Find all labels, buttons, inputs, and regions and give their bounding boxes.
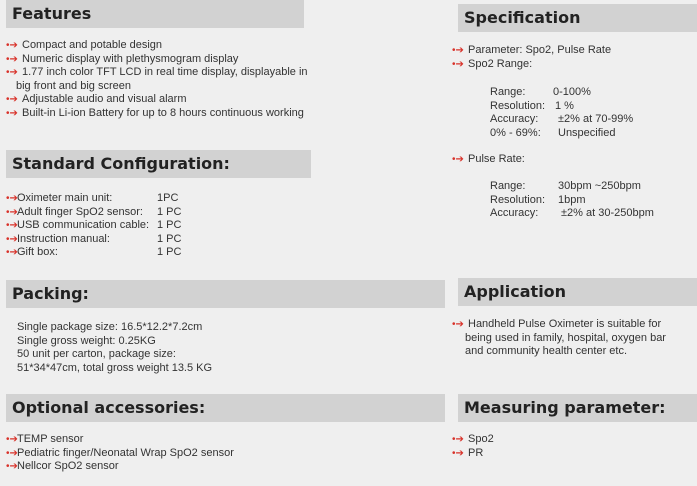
specification-block [452,44,692,71]
measuring-parameter-list [452,433,494,460]
list-item: •➔ Spo2 Range: [452,57,533,70]
pulse-label [452,153,525,167]
arrow-bullet-icon: •➔ [6,434,18,445]
arrow-bullet-icon: •➔ [6,107,18,119]
optional-accessories-title: Optional accessories: [12,398,206,417]
spec-row: Range: 30bpm ~250bpm [490,180,641,192]
arrow-bullet-icon: •➔ [6,193,18,204]
optional-accessories-list [6,433,234,474]
standard-config-header [6,150,311,178]
arrow-bullet-icon: •➔ [452,154,464,165]
list-item: •➔ Adjustable audio and visual alarm [6,93,187,106]
features-title: Features [12,4,92,23]
list-item: •➔ Numeric display with plethysmogram display [6,52,239,65]
list-item: •➔ PR [452,446,484,459]
specification-header [458,4,697,32]
list-item: •➔ Compact and potable design [6,39,163,51]
spec-row: Accuracy: ±2% at 70-99% [490,113,634,126]
arrow-bullet-icon: •➔ [6,461,18,473]
packing-text [17,321,212,375]
list-item: •➔ Nellcor SpO2 sensor [6,460,119,473]
arrow-bullet-icon: •➔ [6,220,18,232]
arrow-bullet-icon: •➔ [6,447,18,459]
list-item: •➔ Spo2 [452,433,494,445]
measuring-parameter-header [458,394,697,422]
list-item: •➔ TEMP sensor [6,433,84,445]
packing-line: 50 unit per carton, package size: [17,348,176,361]
pulse-table [490,180,690,221]
arrow-bullet-icon: •➔ [452,319,464,330]
packing-line: 51*34*47cm, total gross weight 13.5 KG [17,361,213,374]
application-text [452,318,666,359]
arrow-bullet-icon: •➔ [6,247,18,259]
spo2-table [490,86,690,140]
standard-config-title: Standard Configuration: [12,154,230,173]
arrow-bullet-icon: •➔ [6,94,18,106]
spec-row: Resolution: 1bpm [490,193,586,206]
packing-line: Single gross weight: 0.25KG [17,334,156,347]
arrow-bullet-icon: •➔ [6,53,18,65]
arrow-bullet-icon: •➔ [452,45,464,56]
spec-row: Resolution: 1 % [490,99,574,112]
list-item-continuation: being used in family, hospital, oxygen bar [465,331,666,344]
list-item: •➔ Parameter: Spo2, Pulse Rate [452,44,612,56]
spec-row: Accuracy: ±2% at 30-250bpm [490,207,654,220]
specification-title: Specification [464,8,581,27]
measuring-parameter-title: Measuring parameter: [464,398,666,417]
list-item: •➔ Pediatric finger/Neonatal Wrap SpO2 sensor [6,446,234,459]
arrow-bullet-icon: •➔ [452,58,464,70]
optional-accessories-header [6,394,445,422]
arrow-bullet-icon: •➔ [6,206,18,218]
packing-header [6,280,445,308]
list-item: •➔ Built-in Li-ion Battery for up to 8 hours continuous working [6,106,304,119]
list-item: •➔ Adult finger SpO2 sensor: 1 PC [6,205,182,218]
arrow-bullet-icon: •➔ [6,67,18,79]
application-header [458,278,697,306]
packing-line: Single package size: 16.5*12.2*7.2cm [17,321,203,333]
list-item: •➔ Oximeter main unit: 1PC [6,192,179,204]
standard-config-list [6,192,306,260]
list-item: •➔ Handheld Pulse Oximeter is suitable for [452,318,662,330]
spec-row: Range: 0-100% [490,86,591,98]
spec-row: 0% - 69%: Unspecified [490,126,616,139]
features-header [6,0,304,28]
arrow-bullet-icon: •➔ [6,233,18,245]
arrow-bullet-icon: •➔ [6,40,18,51]
list-item: •➔ Pulse Rate: [452,153,525,165]
list-item: •➔ USB communication cable: 1 PC [6,219,182,232]
list-item: •➔ 1.77 inch color TFT LCD in real time display, displayable in [6,66,308,79]
list-item: •➔ Instruction manual: 1 PC [6,232,182,245]
arrow-bullet-icon: •➔ [452,447,464,459]
application-title: Application [464,282,567,301]
features-list [6,39,308,121]
packing-title: Packing: [12,284,89,303]
list-item: •➔ Gift box: 1 PC [6,246,182,259]
list-item-continuation: big front and big screen [16,79,131,92]
list-item-continuation: and community health center etc. [465,345,628,358]
arrow-bullet-icon: •➔ [452,434,464,445]
